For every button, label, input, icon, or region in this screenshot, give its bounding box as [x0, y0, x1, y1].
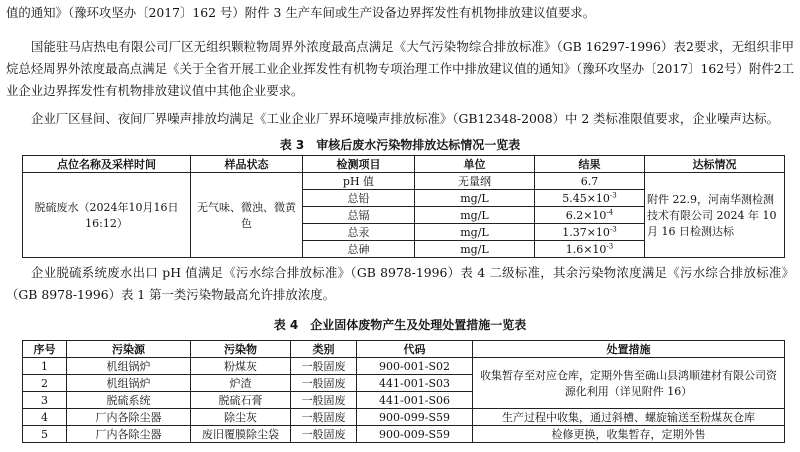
- compliance-cell: 附件 22.9，河南华测检测技术有限公司 2024 年 10 月 16 日检测达标: [645, 173, 785, 258]
- category-cell: 一般固废: [291, 375, 357, 392]
- code-cell: 900-001-S02: [357, 358, 473, 375]
- item-cell: pH 值: [303, 173, 415, 190]
- paragraph-air-emissions: 国能驻马店热电有限公司厂区无组织颗粒物周界外浓度最高点满足《大气污染物综合排放标准》（GB 16297-1996）表2要求，无组织非甲烷总烃周界外浓度最高点满足《关于全省开展工业企业挥发性有机物专项治理工作中排放建议值的通知》（豫环攻坚办〔2017〕162号）附件2工业企业边界挥发性有机物排放建议值中其他企业要求。: [6, 39, 794, 98]
- category-cell: 一般固废: [291, 358, 357, 375]
- pollutant-cell: 炉渣: [191, 375, 291, 392]
- unit-cell: mg/L: [415, 207, 535, 224]
- source-cell: 厂内各除尘器: [67, 426, 191, 443]
- header-pollutant: 污染物: [191, 341, 291, 358]
- result-cell: $1.37\times 10^{-3}$: [535, 224, 645, 241]
- result-cell: 6.7: [535, 173, 645, 190]
- no-cell: 2: [23, 375, 67, 392]
- header-category: 类别: [291, 341, 357, 358]
- table-row: [23, 358, 785, 375]
- header-no: 序号: [23, 341, 67, 358]
- unit-cell: mg/L: [415, 224, 535, 241]
- measures-cell: 检修更换，收集暂存，定期外售: [473, 426, 785, 443]
- no-cell: 1: [23, 358, 67, 375]
- measures-cell: 收集暂存至对应仓库，定期外售至确山县鸿顺建材有限公司资源化利用（详见附件 16）: [473, 358, 785, 409]
- unit-cell: mg/L: [415, 241, 535, 258]
- paragraph-noise: 企业厂区昼间、夜间厂界噪声排放均满足《工业企业厂界环境噪声排放标准》（GB12348-2008）中 2 类标准限值要求，企业噪声达标。: [31, 111, 780, 126]
- category-cell: 一般固废: [291, 392, 357, 409]
- table3-caption: 表 3 审核后废水污染物排放达标情况一览表: [279, 138, 521, 152]
- code-cell: 900-009-S59: [357, 426, 473, 443]
- header-measures: 处置措施: [473, 341, 785, 358]
- solid-waste-table: [22, 340, 785, 443]
- no-cell: 4: [23, 409, 67, 426]
- table-row: [23, 426, 785, 443]
- header-compliance: 达标情况: [645, 156, 785, 173]
- header-source: 污染源: [67, 341, 191, 358]
- pollutant-cell: 除尘灰: [191, 409, 291, 426]
- table-row: [23, 173, 785, 190]
- source-cell: 机组锅炉: [67, 358, 191, 375]
- item-cell: 总镉: [303, 207, 415, 224]
- pollutant-cell: 废旧覆膜除尘袋: [191, 426, 291, 443]
- code-cell: 900-099-S59: [357, 409, 473, 426]
- table-header-row: [23, 341, 785, 358]
- site-cell: 脱硫废水（2024年10月16日16:12）: [23, 173, 191, 258]
- paragraph-wastewater: 企业脱硫系统废水出口 pH 值满足《污水综合排放标准》（GB 8978-1996）表 4 二级标准，其余污染物浓度满足《污水综合排放标准》（GB 8978-1996）表 1 第一类污染物最高允许排放浓度。: [6, 265, 794, 302]
- pollutant-cell: 粉煤灰: [191, 358, 291, 375]
- code-cell: 441-001-S06: [357, 392, 473, 409]
- sample-state-cell: 无气味、微浊、微黄色: [191, 173, 303, 258]
- result-cell: $5.45\times 10^{-3}$: [535, 190, 645, 207]
- header-sample-state: 样品状态: [191, 156, 303, 173]
- unit-cell: 无量纲: [415, 173, 535, 190]
- item-cell: 总铅: [303, 190, 415, 207]
- item-cell: 总砷: [303, 241, 415, 258]
- header-test-item: 检测项目: [303, 156, 415, 173]
- table-header-row: [23, 156, 785, 173]
- header-code: 代码: [357, 341, 473, 358]
- no-cell: 5: [23, 426, 67, 443]
- code-cell: 441-001-S03: [357, 375, 473, 392]
- unit-cell: mg/L: [415, 190, 535, 207]
- source-cell: 厂内各除尘器: [67, 409, 191, 426]
- source-cell: 机组锅炉: [67, 375, 191, 392]
- item-cell: 总汞: [303, 224, 415, 241]
- pollutant-cell: 脱硫石膏: [191, 392, 291, 409]
- source-cell: 脱硫系统: [67, 392, 191, 409]
- header-unit: 单位: [415, 156, 535, 173]
- measures-cell: 生产过程中收集，通过斜槽、螺旋输送至粉煤灰仓库: [473, 409, 785, 426]
- result-cell: $6.2\times 10^{-4}$: [535, 207, 645, 224]
- paragraph-continuation: 值的通知》（豫环攻坚办〔2017〕162 号）附件 3 生产车间或生产设备边界挥发性有机物排放建议值要求。: [6, 5, 596, 20]
- result-cell: $1.6\times 10^{-3}$: [535, 241, 645, 258]
- header-result: 结果: [535, 156, 645, 173]
- category-cell: 一般固废: [291, 409, 357, 426]
- table4-caption: 表 4 企业固体废物产生及处理处置措施一览表: [273, 318, 527, 332]
- header-site: 点位名称及采样时间: [23, 156, 191, 173]
- category-cell: 一般固废: [291, 426, 357, 443]
- table-row: [23, 409, 785, 426]
- wastewater-table: [22, 155, 785, 258]
- no-cell: 3: [23, 392, 67, 409]
